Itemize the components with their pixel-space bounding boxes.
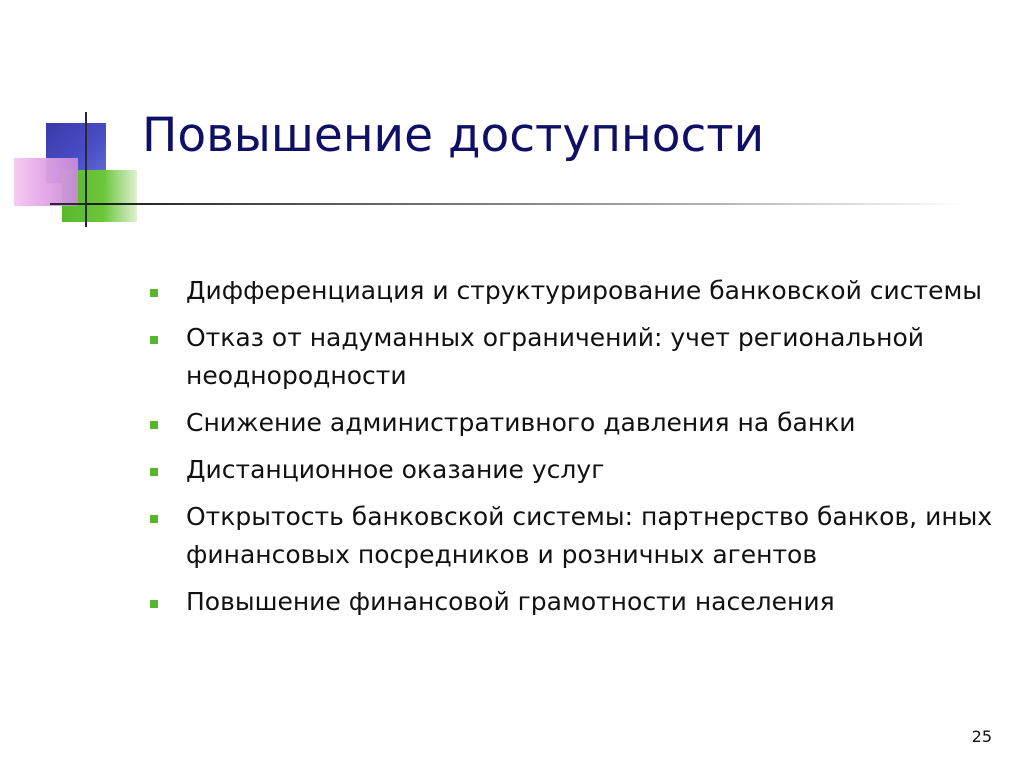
bullet-item — [148, 498, 998, 574]
square-bullet-icon — [150, 289, 158, 297]
bullet-list — [148, 272, 998, 630]
page-number: 25 — [971, 727, 992, 746]
square-bullet-icon — [150, 515, 158, 523]
bullet-item — [148, 451, 998, 489]
bullet-text: Снижение административного давления на банки — [186, 408, 856, 437]
square-bullet-icon — [150, 468, 158, 476]
bullet-item — [148, 404, 998, 442]
bullet-text: Повышение финансовой грамотности населения — [186, 587, 835, 616]
bullet-item — [148, 319, 998, 395]
bullet-text: Дистанционное оказание услуг — [186, 455, 605, 484]
bullet-text: Дифференциация и структурирование банковской системы — [186, 276, 983, 305]
vertical-rule-decoration — [85, 112, 87, 227]
square-bullet-icon — [150, 421, 158, 429]
pink-square-decoration — [14, 158, 78, 206]
square-bullet-icon — [150, 600, 158, 608]
bullet-text: Открытость банковской системы: партнерство банков, иных финансовых посредников и розничных агентов — [186, 502, 993, 569]
bullet-text: Отказ от надуманных ограничений: учет региональной неоднородности — [186, 323, 925, 390]
bullet-item — [148, 272, 998, 310]
title-underline — [86, 203, 966, 205]
slide-title: Повышение доступности — [142, 108, 765, 163]
bullet-item — [148, 583, 998, 621]
square-bullet-icon — [150, 336, 158, 344]
